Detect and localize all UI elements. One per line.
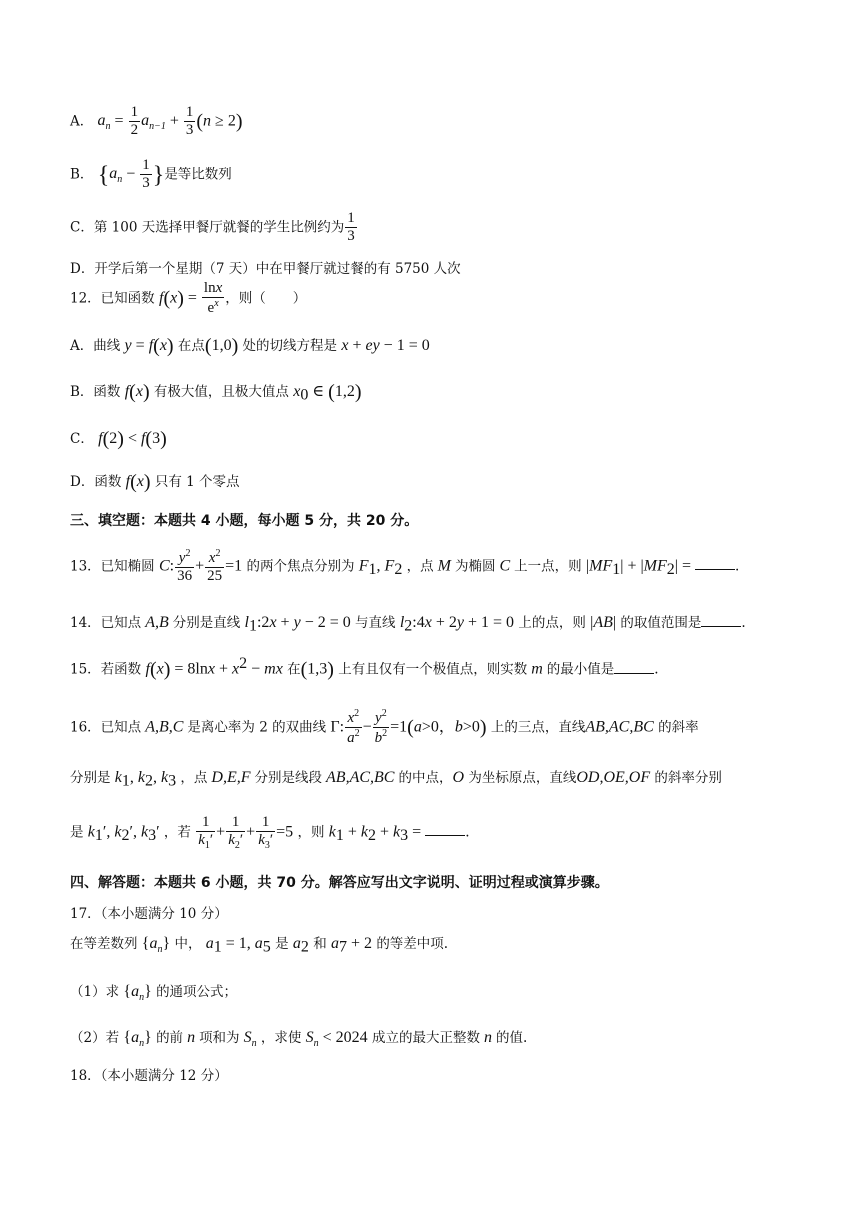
q12-option-d: D．函数 f(x) 只有 1 个零点 [70,471,240,493]
q12-stem: 12．已知函数 f(x) = $\frac{\ln x}{e^x}$ ，则（ ） [70,280,307,317]
q17-part-2: （2）若 $\{a_n\}$ 的前 n 项和为 $S_n$ ，求使 $S_n < 2024$ 成立的最大正整数 n 的值. [70,1029,528,1050]
section-4-title: 四、解答题：本题共 6 小题，共 70 分。解答应写出文字说明、证明过程或演算步骤。 [70,875,609,891]
q16-line-2: 分别是 $k_1$, $k_2$, $k_3$ ，点 D,E,F 分别是线段 AB,AC,BC 的中点，O 为坐标原点，直线OD,OE,OF 的斜率分别 [70,769,722,790]
q18-header: 18．（本小题满分 12 分） [70,1068,228,1084]
section-3-title: 三、填空题：本题共 4 小题，每小题 5 分，共 20 分。 [70,513,419,529]
q12-option-b: B．函数 f(x) 有极大值，且极大值点 $x_0$ ∈ (1,2) [70,381,362,404]
q17-stem: 在等差数列 $\{a_n\}$ 中， $a_1 = 1$, $a_5$ 是 $a_2$ 和 $a_7 + 2$ 的等差中项. [70,935,449,956]
q12-option-a: A．曲线 y = f(x) 在点(1,0) 处的切线方程是 x + ey − 1 = 0 [70,335,430,357]
q13: 13．已知椭圆 C: $\frac{y^2}{36}$ + $\frac{x^2}{25}$ =1 的两个焦点分别为 $F_1$, $F_2$ ，点 M 为椭圆 C 上一点，则 $|MF_1| + |MF_2|$ = . [70,548,740,585]
q16-line-3: 是 $k_1'$, $k_2'$, $k_3'$ ，若 $\frac{1}{k_1'}$ + $\frac{1}{k_2'}$ + $\frac{1}{k_3'}$ =5 ，则 $k_1 + k_2 + k_3$ = . [70,814,470,852]
q16-line-1: 16．已知点 A,B,C 是离心率为 2 的双曲线 Γ: $\frac{x^2}{a^2}$ − $\frac{y^2}{b^2}$ =1(a>0，b>0) 上的三点，直线AB,AC,BC 的斜率 [70,708,699,747]
q14: 14．已知点 A,B 分别是直线 $l_1:2x + y - 2 = 0$ 与直线 $l_2:4x + 2y + 1 = 0$ 上的点，则 |AB| 的取值范围是 . [70,614,746,635]
q11-option-d: D．开学后第一个星期（7 天）中在甲餐厅就过餐的有 5750 人次 [70,261,461,277]
q11-option-b: B． {$a_n$ − $\frac{1}{3}$ }是等比数列 [70,157,232,192]
q15: 15．若函数 $f(x) = 8\ln x + x^2$ − mx 在(1,3) 上有且仅有一个极值点，则实数 m 的最小值是 . [70,655,659,681]
q17-header: 17．（本小题满分 10 分） [70,906,228,922]
q12-option-c: C． f(2) < f(3) [70,428,167,450]
q17-part-1: （1）求 $\{a_n\}$ 的通项公式； [70,983,238,1004]
q11-option-a: A． $a_n$ = $\frac{1}{2}$ $a_{n-1}$ + $\frac{1}{3}$ (n ≥ 2) [70,104,243,139]
q11-option-c: C．第 100 天选择甲餐厅就餐的学生比例约为 $\frac{1}{3}$ [70,210,355,245]
